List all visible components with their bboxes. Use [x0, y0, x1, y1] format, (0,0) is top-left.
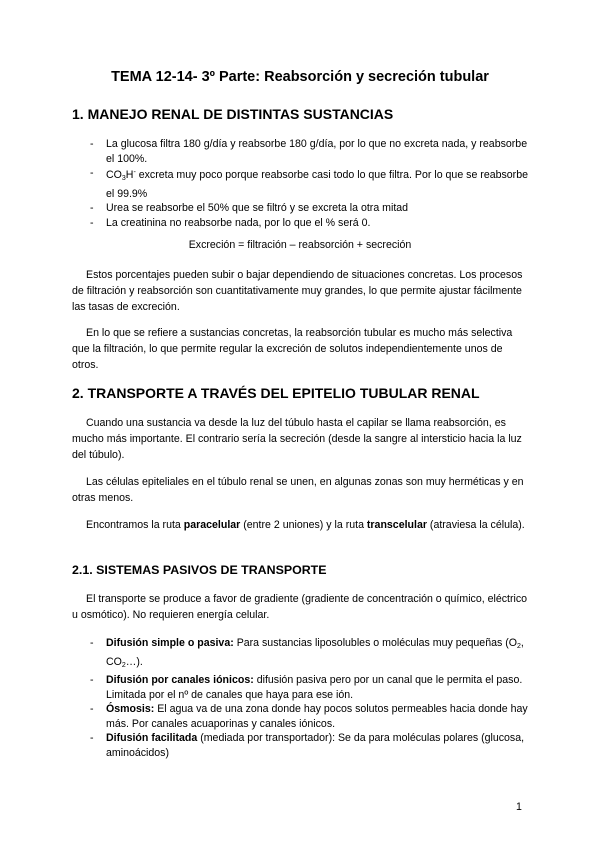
bullet-prefix: CO — [106, 169, 122, 181]
paragraph: Cuando una sustancia va desde la luz del túbulo hasta el capilar se llama reabsorción, es mucho más importante. El contrario sería la secreción (desde la sangre al intersticio hacia la luz del túbulo). — [72, 417, 522, 461]
subscript: 2 — [517, 643, 521, 650]
section-2-1-heading: 2.1. SISTEMAS PASIVOS DE TRANSPORTE — [72, 563, 327, 577]
dash-marker: - — [90, 703, 94, 715]
item-text: difusión pasiva pero por un canal que le permita el paso. Limitada por el nº de canales que haya para ese ión. — [106, 674, 523, 701]
bold-term-transcelular: transcelular — [366, 519, 427, 531]
dash-marker: - — [90, 216, 94, 229]
bold-term-paracelular: paracelular — [183, 519, 241, 531]
bullet-text: excreta muy poco porque reabsorbe casi todo lo que filtra. Por lo que se reabsorbe el 99.9% — [106, 169, 528, 200]
text-run: Encontramos la ruta — [86, 519, 184, 531]
bullet-text: La creatinina no reabsorbe nada, por lo que el % será 0. — [106, 216, 371, 229]
section-1-heading: 1. MANEJO RENAL DE DISTINTAS SUSTANCIAS — [72, 106, 394, 122]
bullet-superscript: - — [133, 169, 136, 176]
paragraph: Las células epiteliales en el túbulo renal se unen, en algunas zonas son muy herméticas y en otras menos. — [72, 476, 524, 504]
dash-marker: - — [90, 202, 94, 214]
item-term: Difusión facilitada — [106, 732, 198, 744]
page-title: TEMA 12-14- 3º Parte: Reabsorción y secreción tubular — [111, 69, 489, 85]
dash-marker: - — [90, 637, 94, 649]
bullet-subscript: 3 — [121, 175, 126, 182]
excretion-formula: Excreción = filtración – reabsorción + secreción — [188, 239, 412, 251]
text-run: (entre 2 uniones) y la ruta — [240, 519, 367, 531]
bullet-mid: H — [125, 169, 134, 181]
list-item — [90, 636, 530, 673]
dash-marker: - — [90, 674, 94, 686]
item-term: Ósmosis: — [106, 703, 155, 715]
page-number: 1 — [516, 801, 522, 813]
list-item — [90, 137, 530, 166]
text-run: (atraviesa la célula). — [426, 519, 525, 531]
bullet-text: La glucosa filtra 180 g/día y reabsorbe 180 g/día, por lo que no excreta nada, y reabsorbe el 100%. — [106, 138, 528, 165]
bullet-text: Urea se reabsorbe el 50% que se filtró y se excreta la otra mitad — [106, 202, 409, 214]
paragraph: En lo que se refiere a sustancias concretas, la reabsorción tubular es mucho más selectiva que la filtración, lo que permite regular la excreción de solutos independientemente unos de otros. — [72, 327, 513, 371]
transport-list — [90, 636, 530, 760]
section-1-bullet-list — [90, 137, 530, 230]
paragraph: Estos porcentajes pueden subir o bajar dependiendo de situaciones concretas. Los procesos de filtración y reabsorción son cuantitativamente muy grandes, lo que permite ajustar fácilmente las tasas de excreción. — [72, 269, 523, 313]
item-text: , CO — [106, 637, 524, 668]
dash-marker: - — [90, 167, 94, 179]
list-item — [90, 201, 530, 216]
item-term: Difusión simple o pasiva: — [106, 637, 234, 649]
paragraph — [72, 517, 528, 533]
item-text: El agua va de una zona donde hay pocos solutos permeables hacia donde hay más. Por canales acuaporinas y canales iónicos. — [106, 703, 528, 730]
dash-marker: - — [90, 732, 94, 744]
list-item — [90, 673, 530, 702]
subscript: 2 — [121, 661, 126, 669]
list-item — [90, 216, 530, 231]
list-item — [90, 702, 530, 731]
item-term: Difusión por canales iónicos: — [106, 674, 254, 686]
list-item — [90, 731, 530, 760]
item-text: Para sustancias liposolubles o moléculas muy pequeñas (O — [233, 637, 517, 649]
dash-marker: - — [90, 138, 94, 150]
item-text: (mediada por transportador): Se da para moléculas polares (glucosa, aminoácidos) — [106, 732, 525, 759]
item-text: …). — [125, 655, 143, 668]
section-2-heading: 2. TRANSPORTE A TRAVÉS DEL EPITELIO TUBULAR RENAL — [72, 385, 480, 401]
list-item — [90, 166, 530, 201]
paragraph: El transporte se produce a favor de gradiente (gradiente de concentración o químico, eléctrico u osmótico). No requieren energía celular. — [72, 593, 528, 621]
